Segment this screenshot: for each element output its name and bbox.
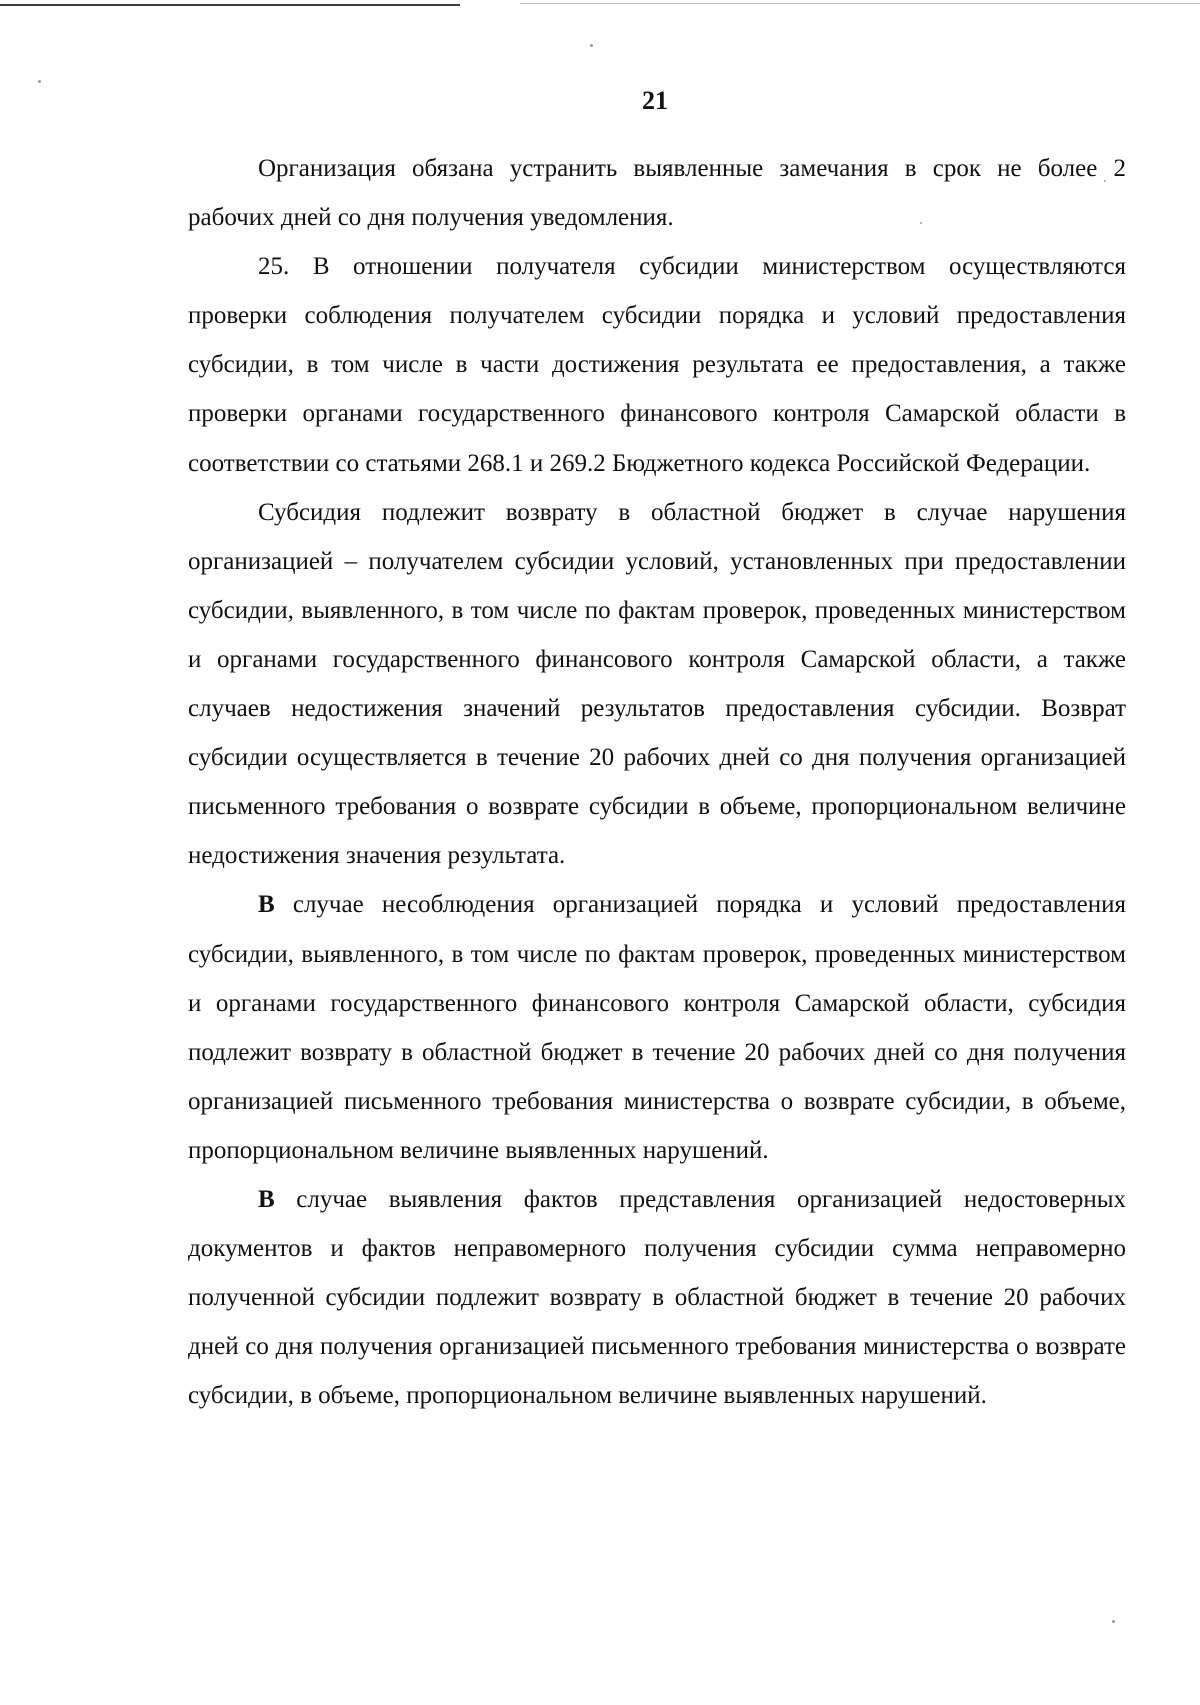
paragraph-remarks-deadline: Организация обязана устранить выявленные замечания в срок не более 2 рабочих дней со дня получения уведомления. [188, 155, 1126, 232]
document-body [188, 144, 1126, 1420]
scan-speck [38, 80, 41, 83]
scan-speck [1112, 1620, 1115, 1623]
paragraph-noncompliance [188, 880, 1126, 1175]
paragraph-text: случае выявления фактов представления организацией недостоверных документов и фактов неправомерного получения субсидии сумма неправомерно полученной субсидии подлежит возврату в областной бюджет в течение 20 рабочих дней со дня получения организацией письменного требования министерства о возврате субсидии, в объеме, пропорциональном величине выявленных нарушений. [188, 1185, 1126, 1410]
paragraph-lead-letter: В [258, 891, 275, 919]
paragraph-subsidy-return: Субсидия подлежит возврату в областной бюджет в случае нарушения организацией – получателем субсидии условий, установленных при предоставлении субсидии, выявленного, в том числе по фактам проверок, проведенных министерством и органами государственного финансового контроля Самарской области, а также случаев недостижения значений результатов предоставления субсидии. Возврат субсидии осуществляется в течение 20 рабочих дней со дня получения организацией письменного требования о возврате субсидии в объеме, пропорциональном величине недостижения значения результата. [188, 498, 1126, 870]
paragraph-lead-letter: В [258, 1185, 275, 1213]
page-number: 21 [642, 86, 668, 115]
paragraph-text: случае несоблюдения организацией порядка и условий предоставления субсидии, выявленного, в том числе по фактам проверок, проведенных министерством и органами государственного финансового контроля Самарской области, субсидия подлежит возврату в областной бюджет в течение 20 рабочих дней со дня получения организацией письменного требования министерства о возврате субсидии, в объеме, пропорциональном величине выявленных нарушений. [188, 891, 1126, 1164]
paragraph-false-documents [188, 1175, 1126, 1420]
scan-edge-line [0, 4, 460, 6]
scan-edge-line-faint [520, 3, 1200, 4]
paragraph-25-inspections: 25. В отношении получателя субсидии министерством осуществляются проверки соблюдения получателем субсидии порядка и условий предоставления субсидии, в том числе в части достижения результата ее предоставления, а также проверки органами государственного финансового контроля Самарской области в соответствии со статьями 268.1 и 269.2 Бюджетного кодекса Российской Федерации. [188, 253, 1126, 477]
scan-speck [590, 44, 593, 47]
